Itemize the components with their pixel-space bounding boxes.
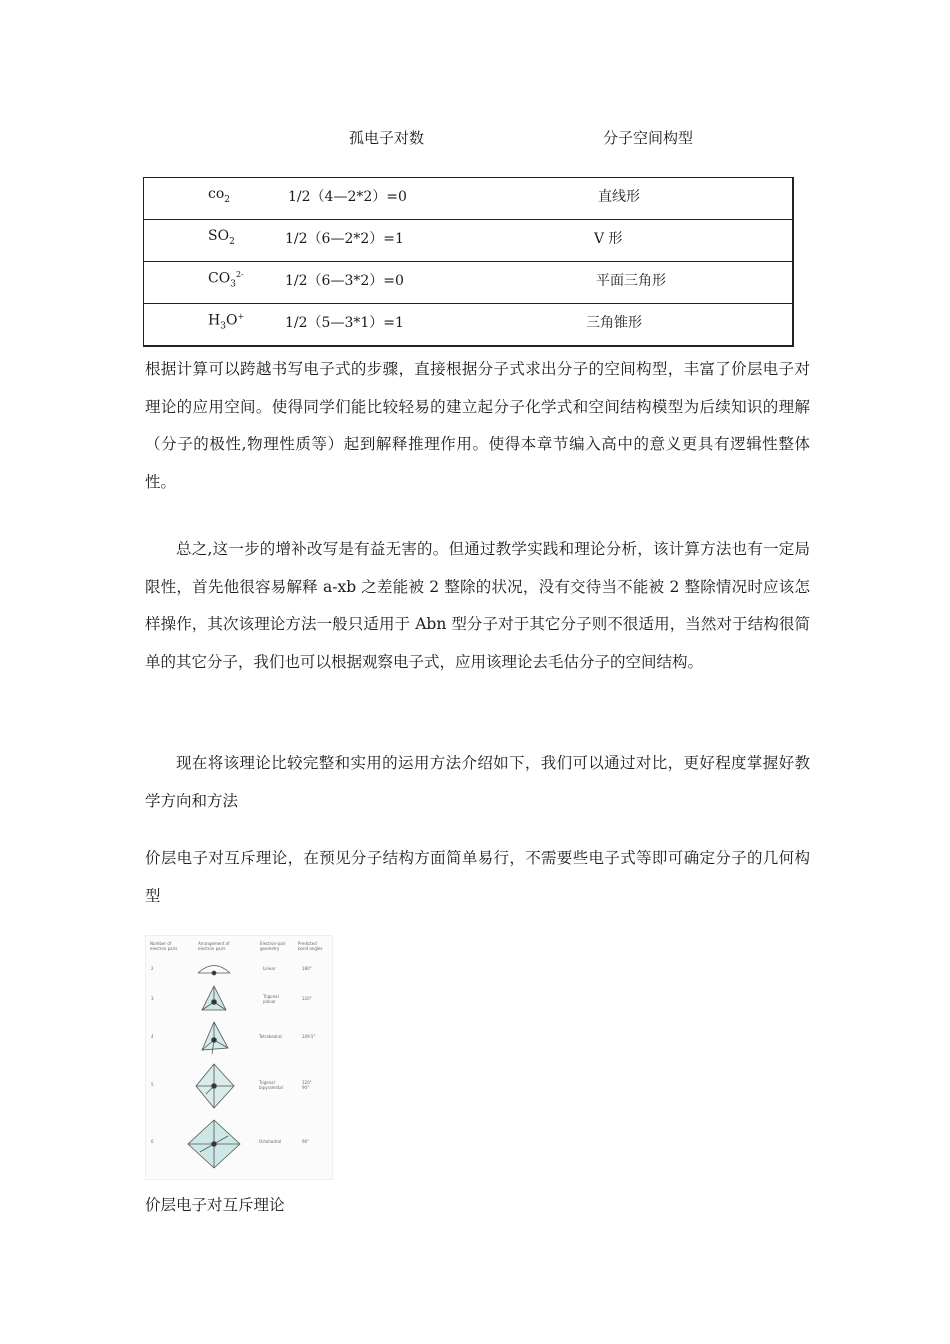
- formula-cell: $H_3O^+$: [208, 312, 245, 332]
- fig-pair-count: 5: [151, 1082, 154, 1087]
- fig-geometry: Tetrahedral: [259, 1034, 282, 1039]
- paragraph-method: 现在将该理论比较完整和实用的运用方法介绍如下，我们可以通过对比，更好程度掌握好教学方向和方法: [145, 754, 810, 810]
- header-geometry: 分子空间构型: [603, 129, 694, 147]
- paragraph-intro: 根据计算可以跨越书写电子式的步骤，直接根据分子式求出分子的空间构型，丰富了价层电子对理论的应用空间。使得同学们能比较轻易的建立起分子化学式和空间结构模型为后续知识的理解（分子的极性,物理性质等）起到解释推理作用。使得本章节编入高中的意义更具有逻辑性整体性。: [145, 360, 810, 491]
- header-lone-pairs: 孤电子对数: [349, 129, 425, 147]
- fig-geometry: Trigonal bipyramidal: [259, 1080, 283, 1090]
- figure-caption: 价层电子对互斥理论: [145, 1196, 285, 1214]
- fig-pair-count: 6: [151, 1139, 154, 1144]
- table-row: [144, 178, 794, 220]
- fig-col-header: Electron-pair geometry: [260, 941, 286, 951]
- trigonal-planar-shape: [202, 986, 226, 1010]
- fig-geometry: Linear: [263, 966, 276, 971]
- fig-pair-count: 2: [151, 966, 154, 971]
- calc-cell: 1/2（4—2*2）=0: [288, 189, 407, 205]
- linear-shape: [198, 966, 230, 976]
- calc-cell: 1/2（5—3*1）=1: [285, 315, 404, 331]
- shape-cell: V 形: [594, 231, 623, 247]
- shape-cell: 直线形: [598, 189, 640, 205]
- calc-cell: 1/2（6—3*2）=0: [285, 273, 404, 289]
- octahedral-shape: [188, 1120, 240, 1168]
- formula-cell: $CO_3^{2-}$: [208, 270, 244, 290]
- table-row: [144, 220, 794, 262]
- fig-geometry: Trigonal planar: [263, 994, 279, 1004]
- vsepr-geometry-figure: [145, 935, 333, 1180]
- tetrahedral-shape: [202, 1022, 228, 1054]
- paragraph-vsepr: 价层电子对互斥理论，在预见分子结构方面简单易行，不需要些电子式等即可确定分子的几何构型: [145, 849, 810, 905]
- fig-angle: 109.5°: [302, 1034, 316, 1039]
- fig-geometry: Octahedral: [259, 1139, 282, 1144]
- fig-angle: 120° 90°: [302, 1080, 312, 1090]
- formula-cell: $co_2$: [208, 186, 231, 205]
- table-row: [144, 304, 794, 347]
- calc-cell: 1/2（6—2*2）=1: [285, 231, 404, 247]
- table-row: [144, 262, 794, 304]
- paragraph-summary: 总之,这一步的增补改写是有益无害的。但通过教学实践和理论分析，该计算方法也有一定局限性，首先他很容易解释 a-xb 之差能被 2 整除的状况，没有交待当不能被 2 整除情况时应该怎样操作，其次该理论方法一般只适用于 Abn 型分子对于其它分子则不很适用，当然对于结构很简单的其它分子，我们也可以根据观察电子式，应用该理论去毛估分子的空间结构。: [145, 540, 810, 671]
- fig-pair-count: 3: [151, 996, 154, 1001]
- formula-cell: $SO_2$: [208, 228, 235, 247]
- fig-angle: 90°: [302, 1139, 310, 1144]
- shape-cell: 平面三角形: [596, 273, 666, 289]
- fig-col-header: Predicted bond angles: [298, 941, 323, 951]
- fig-col-header: Number of electron pairs: [150, 941, 178, 951]
- geometry-drawings: [146, 936, 332, 1179]
- vsepr-table: [143, 177, 794, 347]
- fig-col-header: Arrangement of electron pairs: [198, 941, 230, 951]
- trigonal-bipyramidal-shape: [196, 1064, 234, 1108]
- fig-angle: 120°: [302, 996, 312, 1001]
- fig-angle: 180°: [302, 966, 312, 971]
- fig-pair-count: 4: [151, 1034, 154, 1039]
- shape-cell: 三角锥形: [586, 315, 642, 331]
